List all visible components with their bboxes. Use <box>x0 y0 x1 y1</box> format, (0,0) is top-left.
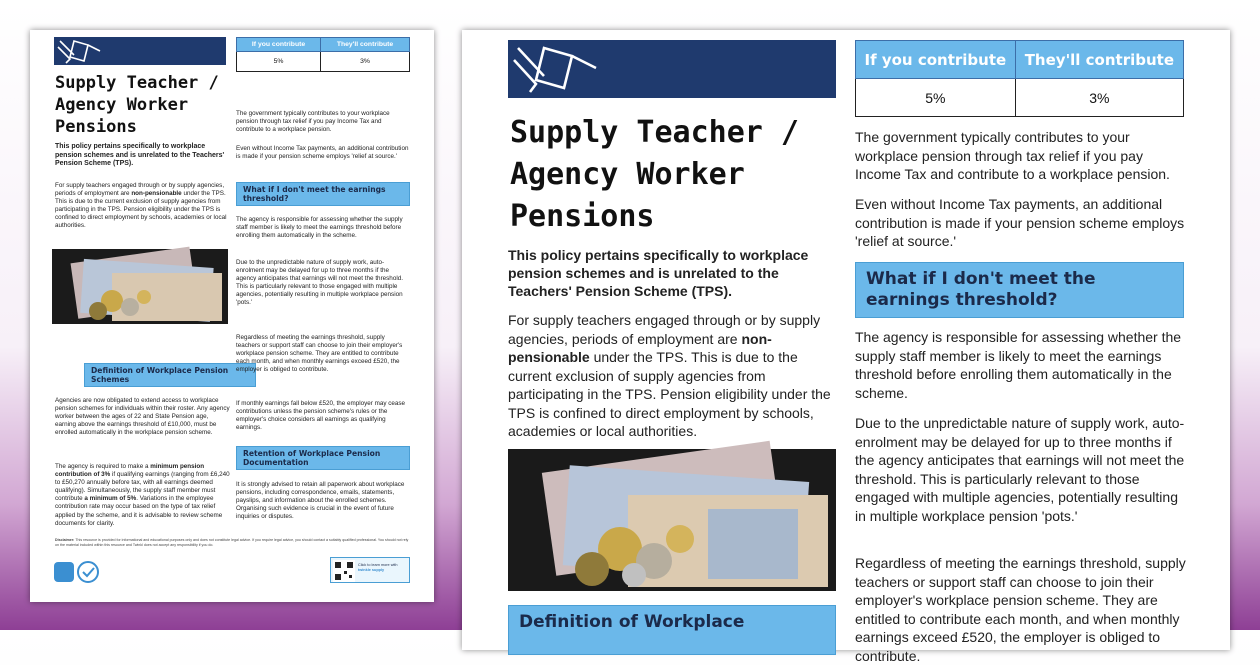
banknotes-photo <box>52 249 228 324</box>
table-header-you: If you contribute <box>237 38 321 52</box>
learn-more-link[interactable] <box>330 557 410 583</box>
qr-label: Click to learn more with <box>358 563 398 567</box>
definition-paragraph-1: Agencies are now obligated to extend access to workplace pension schemes for individuals within their roster. Any agency worker between the ages of 22 and State Pension age, earning above the earnings threshold of £10,000, must be enrolled automatically in the workplace pension scheme. <box>55 397 230 437</box>
table-cell-they: 3% <box>1015 79 1183 117</box>
table-header-you: If you contribute <box>856 41 1016 79</box>
contribution-table <box>236 37 410 72</box>
tax-relief-paragraph: The government typically contributes to your workplace pension through tax relief if you pay Income Tax and contribute to a workplace pension. <box>855 129 1170 182</box>
threshold-paragraph-4: If monthly earnings fall below £520, the employer may cease contributions unless the pension scheme's rules or the employer's choice considers all earnings as qualifying earnings. <box>236 400 406 432</box>
retention-heading: Retention of Workplace Pension Documentation <box>236 446 410 470</box>
intro-paragraph: For supply teachers engaged through or by supply agencies, periods of employment are non-pensionable under the TPS. This is due to the current exclusion of supply agencies from participating in the TPS. Pension eligibility under the TPS is confined to direct employment by schools, academies or local authorities. <box>508 312 831 439</box>
document-page-thumbnail <box>30 30 434 602</box>
table-header-they: They'll contribute <box>321 38 410 52</box>
relief-at-source-paragraph: Even without Income Tax payments, an additional contribution is made if your pension scheme employs 'relief at source.' <box>236 145 409 161</box>
threshold-paragraph-3: Regardless of meeting the earnings threshold, supply teachers or support staff can choose to join their employer's workplace pension scheme. They are entitled to contribute each month, and when monthly earnings exceed £520, the employer is obliged to contribute. <box>855 555 1186 664</box>
banknotes-photo <box>508 449 836 591</box>
books-icon <box>508 40 618 98</box>
definition-heading: Definition of Workplace <box>508 605 836 655</box>
threshold-paragraph-2: Due to the unpredictable nature of supply work, auto-enrolment may be delayed for up to three months if the agency anticipates that earnings will not meet the threshold. This is particularly relevant to those engaged with multiple agencies, potentially resulting in multiple workplace pension 'pots.' <box>236 259 403 307</box>
logo-badge-icon <box>54 560 106 584</box>
qr-code-icon <box>333 560 355 582</box>
table-header-they: They'll contribute <box>1015 41 1183 79</box>
lead-paragraph: This policy pertains specifically to workplace pension schemes and is unrelated to the Teachers' Pension Scheme (TPS). <box>55 143 225 167</box>
threshold-heading: What if I don't meet the earnings threshold? <box>855 262 1184 318</box>
contribution-table <box>855 40 1184 117</box>
books-icon <box>54 37 114 65</box>
qr-brand: twinkle supply <box>358 568 385 572</box>
header-banner <box>508 40 836 98</box>
page-title: Supply Teacher / Agency Worker Pensions <box>55 73 219 137</box>
disclaimer: Disclaimer: This resource is provided for informational and educational purposes only and does not constitute legal advice. If you require legal advice, you should contact a suitably qualified professional. You should not rely on the material included within this resource and Twinkl does not accept any responsibility if you do. <box>55 538 409 547</box>
page-title: Supply Teacher / Agency Worker Pensions <box>510 115 799 234</box>
threshold-paragraph-2: Due to the unpredictable nature of supply work, auto-enrolment may be delayed for up to three months if the agency anticipates that earnings will not meet the threshold. This is particularly relevant to those engaged with multiple agencies, potentially resulting in multiple workplace pension 'pots.' <box>855 415 1185 524</box>
table-cell-you: 5% <box>237 52 321 72</box>
lead-paragraph: This policy pertains specifically to workplace pension schemes and is unrelated to the Teachers' Pension Scheme (TPS). <box>508 247 809 299</box>
threshold-paragraph-3: Regardless of meeting the earnings threshold, supply teachers or support staff can choose to join their employer's workplace pension scheme. They are entitled to contribute each month, and when monthly earnings exceed £520, the employer is obliged to contribute. <box>236 334 403 374</box>
threshold-paragraph-1: The agency is responsible for assessing whether the supply staff member is likely to meet the earnings threshold before enrolling them automatically in the scheme. <box>236 216 403 240</box>
table-cell-you: 5% <box>856 79 1016 117</box>
relief-at-source-paragraph: Even without Income Tax payments, an additional contribution is made if your pension scheme employs 'relief at source.' <box>855 196 1185 249</box>
header-banner <box>54 37 226 65</box>
intro-paragraph: For supply teachers engaged through or by supply agencies, periods of employment are non-pensionable under the TPS. This is due to the current exclusion of supply agencies from participating in the TPS. Pension eligibility under the TPS is confined to direct employment by schools, academies or local authorities. <box>55 182 227 230</box>
threshold-heading: What if I don't meet the earnings threshold? <box>236 182 410 206</box>
definition-heading: Definition of Workplace Pension Schemes <box>84 363 256 387</box>
definition-paragraph-2: The agency is required to make a minimum pension contribution of 3% if qualifying earnings (ranging from £6,240 to £50,270 annually before tax, with all earnings deemed qualifying). Simultaneously, the supply staff member must contribute a minimum of 5%. Variations in the employee contribution rate may occur based on the type of tax relief applied by the scheme, and it is advisable to review scheme documents for clarity. <box>55 463 230 527</box>
tax-relief-paragraph: The government typically contributes to your workplace pension through tax relief if you pay Income Tax and contribute to a workplace pension. <box>236 110 390 134</box>
threshold-paragraph-1: The agency is responsible for assessing whether the supply staff member is likely to meet the earnings threshold before enrolling them automatically in the scheme. <box>855 329 1182 401</box>
table-cell-they: 3% <box>321 52 410 72</box>
retention-paragraph: It is strongly advised to retain all paperwork about workplace pensions, including correspondence, emails, statements, payslips, and information about the enrolled schemes. Organising such evidence is crucial in the event of future inquiries or disputes. <box>236 481 405 521</box>
document-page-zoomed <box>462 30 1230 664</box>
